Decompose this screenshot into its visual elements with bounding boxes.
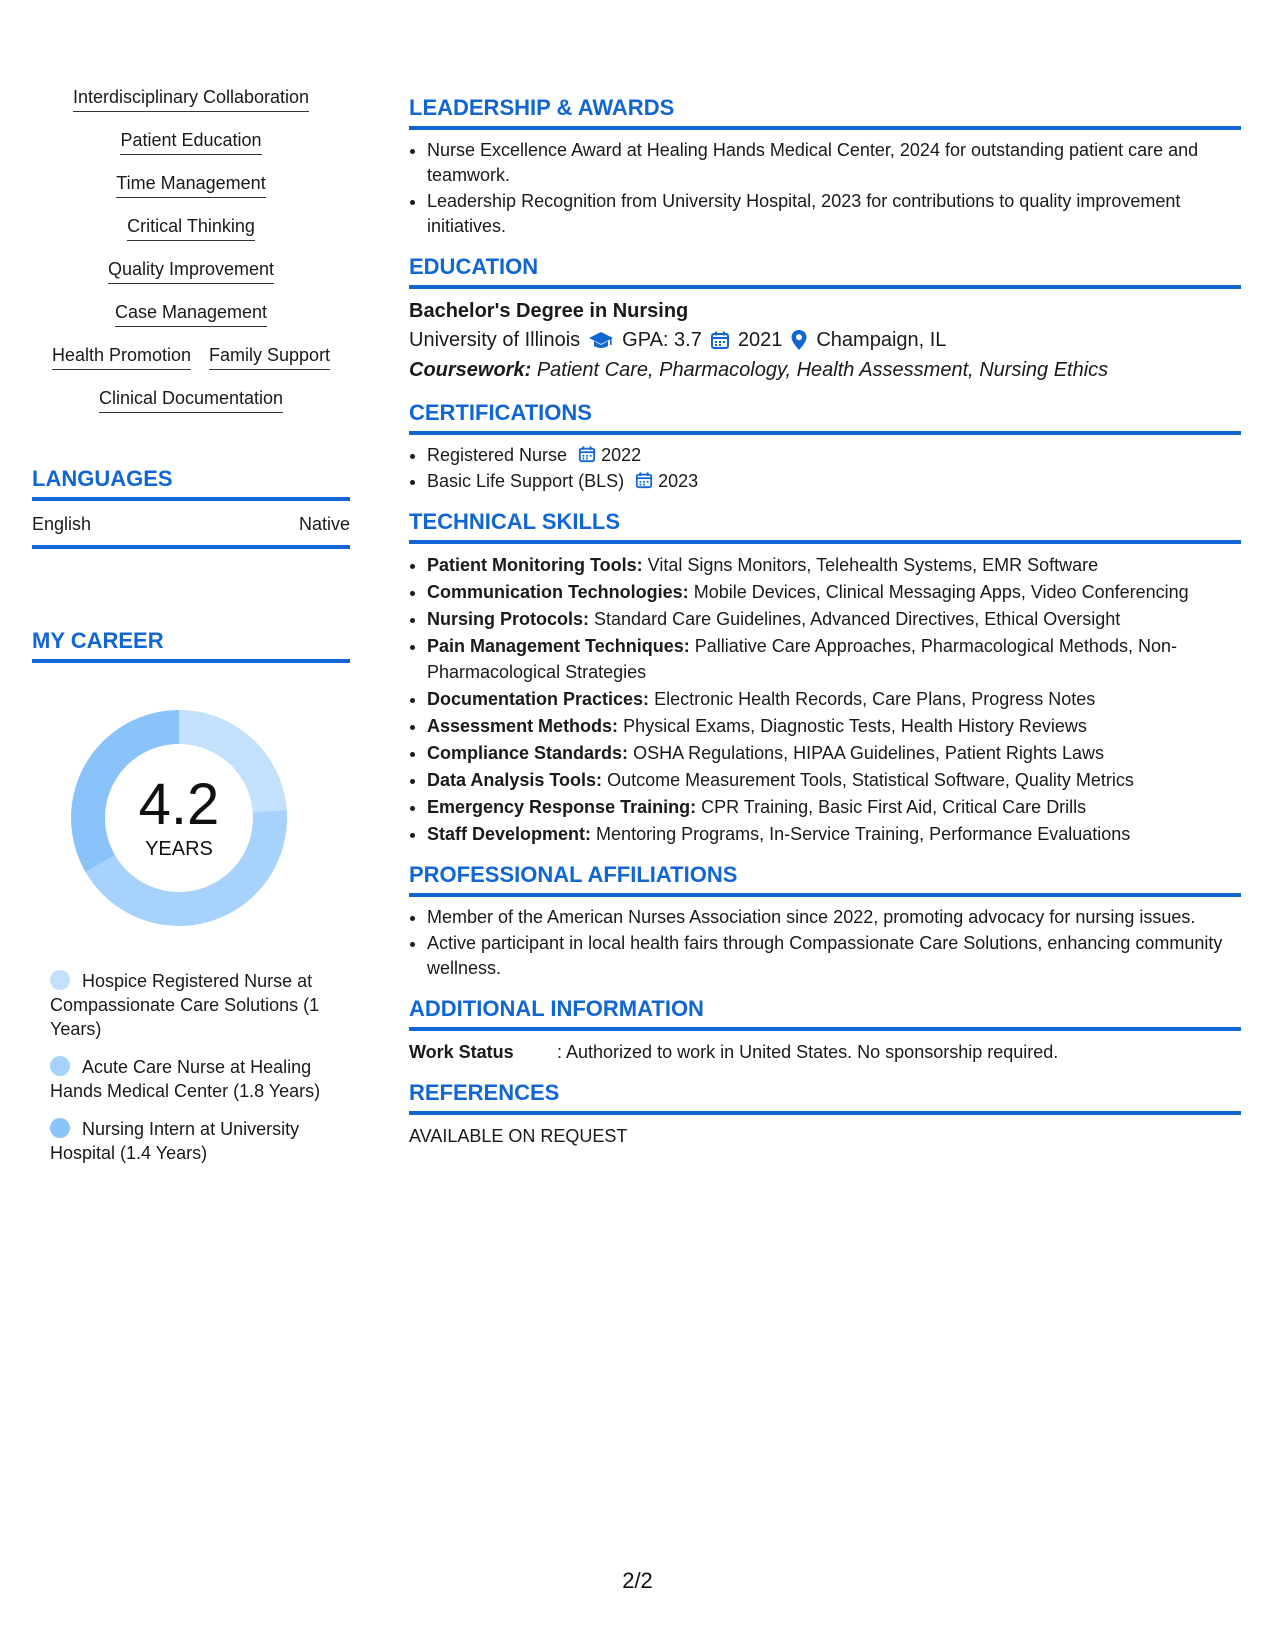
- legend-dot: [50, 1056, 70, 1076]
- skill-tag: Patient Education: [120, 127, 261, 155]
- technical-skill-item: [427, 606, 1241, 632]
- technical-skill-item: [427, 686, 1241, 712]
- language-level: Native: [298, 514, 350, 534]
- career-item: [50, 1055, 330, 1103]
- technical-skill-item: [427, 740, 1241, 766]
- skill-category: Nursing Protocols:: [427, 609, 590, 629]
- leadership-section: [409, 94, 1241, 239]
- calendar-icon: [710, 330, 730, 350]
- skill-category: Documentation Practices:: [427, 689, 650, 709]
- work-status-value: : Authorized to work in United States. No sponsorship required.: [557, 1042, 1059, 1062]
- skill-details: Mentoring Programs, In-Service Training, Performance Evaluations: [596, 824, 1131, 844]
- graduation-cap-icon: [588, 330, 614, 350]
- education-section: [409, 253, 1241, 385]
- school-name: University of Illinois: [409, 329, 581, 351]
- certification-name: Basic Life Support (BLS): [427, 471, 625, 491]
- technical-skill-item: [427, 794, 1241, 820]
- skill-details: Physical Exams, Diagnostic Tests, Health History Reviews: [623, 716, 1087, 736]
- references-heading: REFERENCES: [409, 1079, 1241, 1115]
- affiliations-section: [409, 861, 1241, 981]
- career-item-label: Acute Care Nurse at Healing Hands Medical Center (1.8 Years): [50, 1057, 321, 1101]
- legend-dot: [50, 1118, 70, 1138]
- skill-category: Communication Technologies:: [427, 582, 689, 602]
- affiliation-item: • Member of the American Nurses Association since 2022, promoting advocacy for nursing issues.: [427, 905, 1241, 930]
- skill-details: Mobile Devices, Clinical Messaging Apps, Video Conferencing: [693, 582, 1189, 602]
- coursework-list: Patient Care, Pharmacology, Health Assessment, Nursing Ethics: [536, 359, 1109, 381]
- skill-tag: Quality Improvement: [108, 256, 274, 284]
- left-column: [32, 84, 350, 1179]
- career-heading: MY CAREER: [32, 627, 350, 663]
- education-details: [409, 325, 1241, 355]
- technical-skill-item: [427, 579, 1241, 605]
- total-years-value: 4.2: [138, 772, 220, 837]
- certification-item: [427, 469, 1241, 494]
- calendar-icon: [635, 471, 653, 489]
- work-status-row: [409, 1039, 1241, 1065]
- leadership-item: • Leadership Recognition from University Hospital, 2023 for contributions to quality improvement initiatives.: [427, 189, 1241, 239]
- certification-year: 2022: [601, 445, 642, 465]
- page-number: 2/2: [622, 1568, 653, 1593]
- skill-details: Electronic Health Records, Care Plans, Progress Notes: [654, 689, 1096, 709]
- certification-year: 2023: [658, 471, 699, 491]
- skill-category: Patient Monitoring Tools:: [427, 555, 643, 575]
- additional-info-heading: ADDITIONAL INFORMATION: [409, 995, 1241, 1031]
- career-legend: [50, 969, 330, 1165]
- graduation-year: 2021: [737, 329, 783, 351]
- technical-skills-heading: TECHNICAL SKILLS: [409, 508, 1241, 544]
- skill-details: OSHA Regulations, HIPAA Guidelines, Patient Rights Laws: [633, 743, 1104, 763]
- skills-list: [32, 84, 350, 413]
- technical-skill-item: [427, 633, 1241, 685]
- coursework-label: Coursework:: [409, 359, 532, 381]
- certifications-section: [409, 399, 1241, 494]
- skill-category: Data Analysis Tools:: [427, 770, 603, 790]
- certifications-heading: CERTIFICATIONS: [409, 399, 1241, 435]
- career-donut-chart: [64, 703, 294, 933]
- skill-details: Outcome Measurement Tools, Statistical Software, Quality Metrics: [607, 770, 1134, 790]
- career-item-label: Hospice Registered Nurse at Compassionate Care Solutions (1 Years): [50, 971, 320, 1039]
- skill-category: Emergency Response Training:: [427, 797, 697, 817]
- total-years-unit: YEARS: [145, 838, 213, 860]
- skill-tag: Time Management: [116, 170, 265, 198]
- language-row: [32, 501, 350, 549]
- language-name: English: [32, 514, 92, 534]
- leadership-item: • Nurse Excellence Award at Healing Hands Medical Center, 2024 for outstanding patient care and teamwork.: [427, 138, 1241, 188]
- calendar-icon: [578, 445, 596, 463]
- skill-details: Palliative Care Approaches, Pharmacological Methods, Non-Pharmacological Strategies: [427, 636, 1177, 682]
- career-item: [50, 969, 330, 1041]
- skill-category: Pain Management Techniques:: [427, 636, 690, 656]
- skill-category: Staff Development:: [427, 824, 592, 844]
- certification-item: [427, 443, 1241, 468]
- skill-details: Standard Care Guidelines, Advanced Directives, Ethical Oversight: [594, 609, 1121, 629]
- certification-name: Registered Nurse: [427, 445, 568, 465]
- career-item-label: Nursing Intern at University Hospital (1.4 Years): [50, 1119, 300, 1163]
- skill-category: Compliance Standards:: [427, 743, 629, 763]
- languages-heading: LANGUAGES: [32, 465, 350, 501]
- skill-tag: Case Management: [115, 299, 267, 327]
- skill-details: CPR Training, Basic First Aid, Critical Care Drills: [701, 797, 1087, 817]
- technical-skill-item: [427, 713, 1241, 739]
- technical-skill-item: [427, 821, 1241, 847]
- map-pin-icon: [790, 329, 808, 351]
- donut-center: [64, 703, 294, 933]
- legend-dot: [50, 970, 70, 990]
- school-location: Champaign, IL: [816, 329, 947, 351]
- technical-skill-item: [427, 552, 1241, 578]
- skill-tag: Clinical Documentation: [99, 385, 283, 413]
- affiliation-item: • Active participant in local health fairs through Compassionate Care Solutions, enhancing community wellness.: [427, 931, 1241, 981]
- affiliations-heading: PROFESSIONAL AFFILIATIONS: [409, 861, 1241, 897]
- career-item: [50, 1117, 330, 1165]
- skill-tag: Critical Thinking: [127, 213, 255, 241]
- technical-skill-item: [427, 767, 1241, 793]
- skill-tag: Health Promotion: [52, 342, 191, 370]
- skill-tag: Interdisciplinary Collaboration: [73, 84, 309, 112]
- technical-skills-section: [409, 508, 1241, 847]
- skill-tag: Family Support: [209, 342, 330, 370]
- gpa: GPA: 3.7: [622, 329, 702, 351]
- work-status-label: Work Status: [409, 1042, 514, 1062]
- additional-info-section: [409, 995, 1241, 1065]
- skill-details: Vital Signs Monitors, Telehealth Systems, EMR Software: [647, 555, 1099, 575]
- coursework: [409, 355, 1241, 385]
- degree-title: Bachelor's Degree in Nursing: [409, 300, 689, 322]
- leadership-heading: LEADERSHIP & AWARDS: [409, 94, 1241, 130]
- references-section: [409, 1079, 1241, 1149]
- references-text: AVAILABLE ON REQUEST: [409, 1126, 628, 1146]
- skill-category: Assessment Methods:: [427, 716, 619, 736]
- education-heading: EDUCATION: [409, 253, 1241, 289]
- right-column: [409, 94, 1241, 1163]
